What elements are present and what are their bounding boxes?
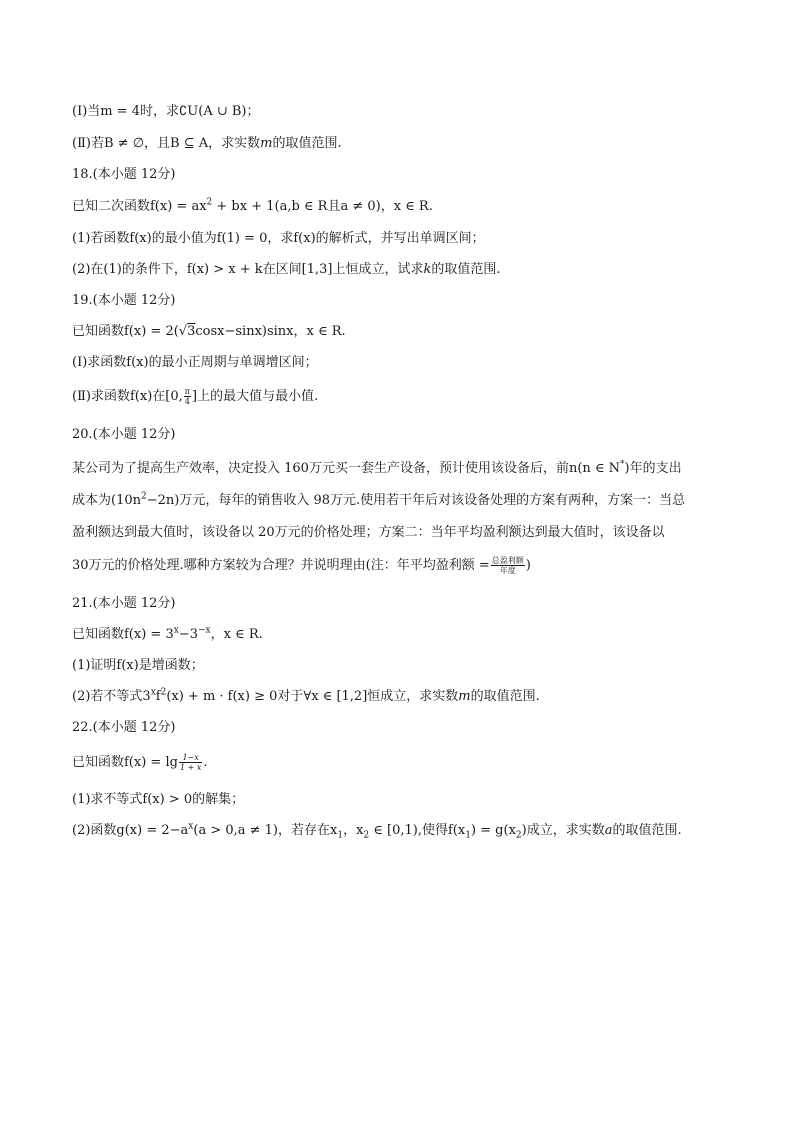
q20-line3: 盈利额达到最大值时，该设备以 20万元的价格处理；方案二：当年平均盈利额达到最大值时，该设备以 (72, 525, 665, 540)
q19-part1: (Ⅰ)求函数f(x)的最小正周期与单调增区间； (72, 355, 318, 370)
q20-line1: 某公司为了提高生产效率，决定投入 160万元买一套生产设备，预计使用该设备后，前n(n ∈ N*)年的支出 (72, 459, 682, 476)
q21-stem: 已知函数$f(x) = 3^x-3^{-x}$，x ∈ R. (72, 625, 263, 642)
q17-part2: (Ⅱ)若B ≠ ∅，且B ⊆ A，求实数m的取值范围. (72, 136, 342, 151)
q19-stem: 已知函数f(x) = 2(√3cosx−sinx)sinx，x ∈ R. (72, 324, 346, 339)
q20-header: 20.(本小题 12分) (72, 427, 176, 442)
q19-header: 19.(本小题 12分) (72, 293, 176, 308)
q22-part1: (1)求不等式f(x) > 0的解集； (72, 792, 245, 807)
q22-header: 22.(本小题 12分) (72, 720, 176, 735)
q21-header: 21.(本小题 12分) (72, 596, 176, 611)
q18-stem: 已知二次函数$f(x) = ax^2$ + bx + 1(a,b ∈ R且a ≠ 0)，x ∈ R. (72, 197, 433, 214)
log-fraction: $\frac{1-x}{1 + x}$ (179, 753, 202, 772)
q22-part2: (2)函数$g(x) = 2-a^x(a > 0,a \ne 1)$，若存在$x_1$，$x_2$ ∈ [0,1),使得$f(x_1) = g(x_2)$成立，求实数a的取值范围. (72, 821, 682, 841)
q18-part2: (2)在(1)的条件下，f(x) > x + k在区间[1,3]上恒成立，试求k的取值范围. (72, 262, 501, 277)
q18-part1: (1)若函数f(x)的最小值为f(1) = 0，求f(x)的解析式，并写出单调区间； (72, 231, 485, 246)
q18-header: 18.(本小题 12分) (72, 167, 176, 182)
q17-part1: (Ⅰ)当m = 4时，求∁U(A ∪ B)； (72, 104, 260, 119)
q19-part2: (Ⅱ)求函数f(x)在[0, $\frac{\pi}{4}$ ]上的最大值与最小值. (72, 387, 319, 406)
q21-part1: (1)证明f(x)是增函数； (72, 658, 204, 673)
q22-stem: 已知函数f(x) = lg $\frac{1-x}{1 + x}$ . (72, 753, 208, 772)
pi-over-4-fraction: $\frac{\pi}{4}$ (184, 387, 191, 406)
q21-part2: (2)若不等式$3^xf^2(x) + m \cdot f(x) \ge 0$对于∀x ∈ [1,2]恒成立，求实数m的取值范围. (72, 687, 540, 704)
q20-line4: 30万元的价格处理.哪种方案较为合理？并说明理由(注：年平均盈利额 = $\frac{\text{总盈利额}}{\text{年度}}$ ) (72, 556, 531, 575)
avg-profit-fraction: $\frac{\text{总盈利额}}{\text{年度}}$ (491, 556, 524, 575)
q20-line2: 成本为$(10n^2-2n)$万元，每年的销售收入 98万元.使用若干年后对该设备处理的方案有两种，方案一：当总 (72, 491, 686, 508)
